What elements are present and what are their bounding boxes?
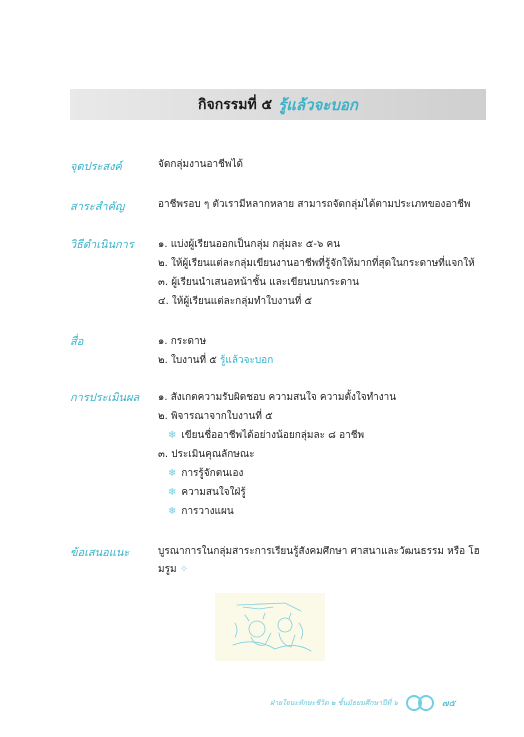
activity-title-accent: รู้แล้วจะบอก xyxy=(278,95,358,114)
key-idea-text: อาชีพรอบ ๆ ตัวเรามีหลากหลาย สามารถจัดกลุ่มได้ตามประเภทของอาชีพ xyxy=(158,199,471,210)
sparkle-bullet-icon: ❄ xyxy=(168,487,177,498)
evaluation-item: ๒. พิจารณาจากใบงานที่ ๕ xyxy=(158,411,273,422)
section-body-media xyxy=(158,332,493,370)
section-suggestion xyxy=(70,543,490,583)
sparkle-bullet-icon: ❄ xyxy=(168,468,177,479)
media-item-accent: รู้แล้วจะบอก xyxy=(220,355,274,366)
section-objective xyxy=(70,157,490,175)
activity-title-bar xyxy=(70,89,486,120)
media-item-prefix: ๒. ใบงานที่ ๕ xyxy=(158,355,217,366)
section-procedure xyxy=(70,235,490,315)
procedure-step: ๔. ให้ผู้เรียนแต่ละกลุ่มทำใบงานที่ ๕ xyxy=(158,296,313,307)
sparkle-bullet-icon: ❄ xyxy=(168,430,177,441)
page-footer xyxy=(270,694,500,712)
media-item xyxy=(158,351,493,370)
evaluation-subitem xyxy=(158,464,493,483)
section-label-key-idea: สาระสำคัญ xyxy=(70,200,125,213)
evaluation-subitem-text: การรู้จักตนเอง xyxy=(181,468,244,479)
illustration-svg xyxy=(215,593,325,661)
section-body-suggestion xyxy=(158,543,493,579)
procedure-step: ๒. ให้ผู้เรียนแต่ละกลุ่มเขียนงานอาชีพที่รู้จักให้มากที่สุดในกระดาษที่แจกให้ xyxy=(158,258,475,269)
section-label-procedure: วิธีดำเนินการ xyxy=(70,238,134,251)
section-label-objective: จุดประสงค์ xyxy=(70,160,122,173)
sparkle-icon: ✧ xyxy=(179,564,189,575)
suggestion-text xyxy=(158,543,493,579)
suggestion-text-content: บูรณาการในกลุ่มสาระการเรียนรู้สังคมศึกษา ศาสนาและวัฒนธรรม หรือ โฮมรูม xyxy=(158,546,480,575)
section-label-suggestion: ข้อเสนอแนะ xyxy=(70,546,130,559)
evaluation-subitem xyxy=(158,426,493,445)
evaluation-subitem xyxy=(158,483,493,502)
evaluation-subitem-text: การวางแผน xyxy=(181,506,234,517)
evaluation-subitem-text: เขียนชื่ออาชีพได้อย่างน้อยกลุ่มละ ๘ อาชีพ xyxy=(181,430,365,441)
evaluation-item: ๓. ประเมินคุณลักษณะ xyxy=(158,449,255,460)
section-body-objective xyxy=(158,157,493,173)
section-media xyxy=(70,332,490,372)
media-item: ๑. กระดาษ xyxy=(158,336,207,347)
section-body-key-idea xyxy=(158,197,493,213)
series-logo-icon xyxy=(404,694,436,712)
sparkle-bullet-icon: ❄ xyxy=(168,506,177,517)
objective-text: จัดกลุ่มงานอาชีพได้ xyxy=(158,159,243,170)
section-body-procedure xyxy=(158,235,493,311)
section-body-evaluation xyxy=(158,388,493,521)
procedure-step: ๑. แบ่งผู้เรียนออกเป็นกลุ่ม กลุ่มละ ๕-๖ คน xyxy=(158,239,341,250)
evaluation-subitem xyxy=(158,502,493,521)
children-sketch-illustration xyxy=(215,593,325,661)
evaluation-subitem-text: ความสนใจใฝ่รู้ xyxy=(181,487,246,498)
procedure-step: ๓. ผู้เรียนนำเสนอหน้าชั้น และเขียนบนกระดาน xyxy=(158,277,360,288)
activity-title: กิจกรรมที่ ๕ xyxy=(198,96,273,113)
page-number: ๗๕ xyxy=(441,699,456,709)
section-label-media: สื่อ xyxy=(70,335,84,348)
section-label-evaluation: การประเมินผล xyxy=(70,391,140,404)
evaluation-item: ๑. สังเกตความรับผิดชอบ ความสนใจ ความตั้งใจทำงาน xyxy=(158,392,397,403)
section-key-idea xyxy=(70,197,490,215)
footer-text: ฝ่ายใจนะทักษะชีวิต ๒ ชั้นมัธยมศึกษาปีที่ ๖ xyxy=(270,698,398,707)
section-evaluation xyxy=(70,388,490,518)
